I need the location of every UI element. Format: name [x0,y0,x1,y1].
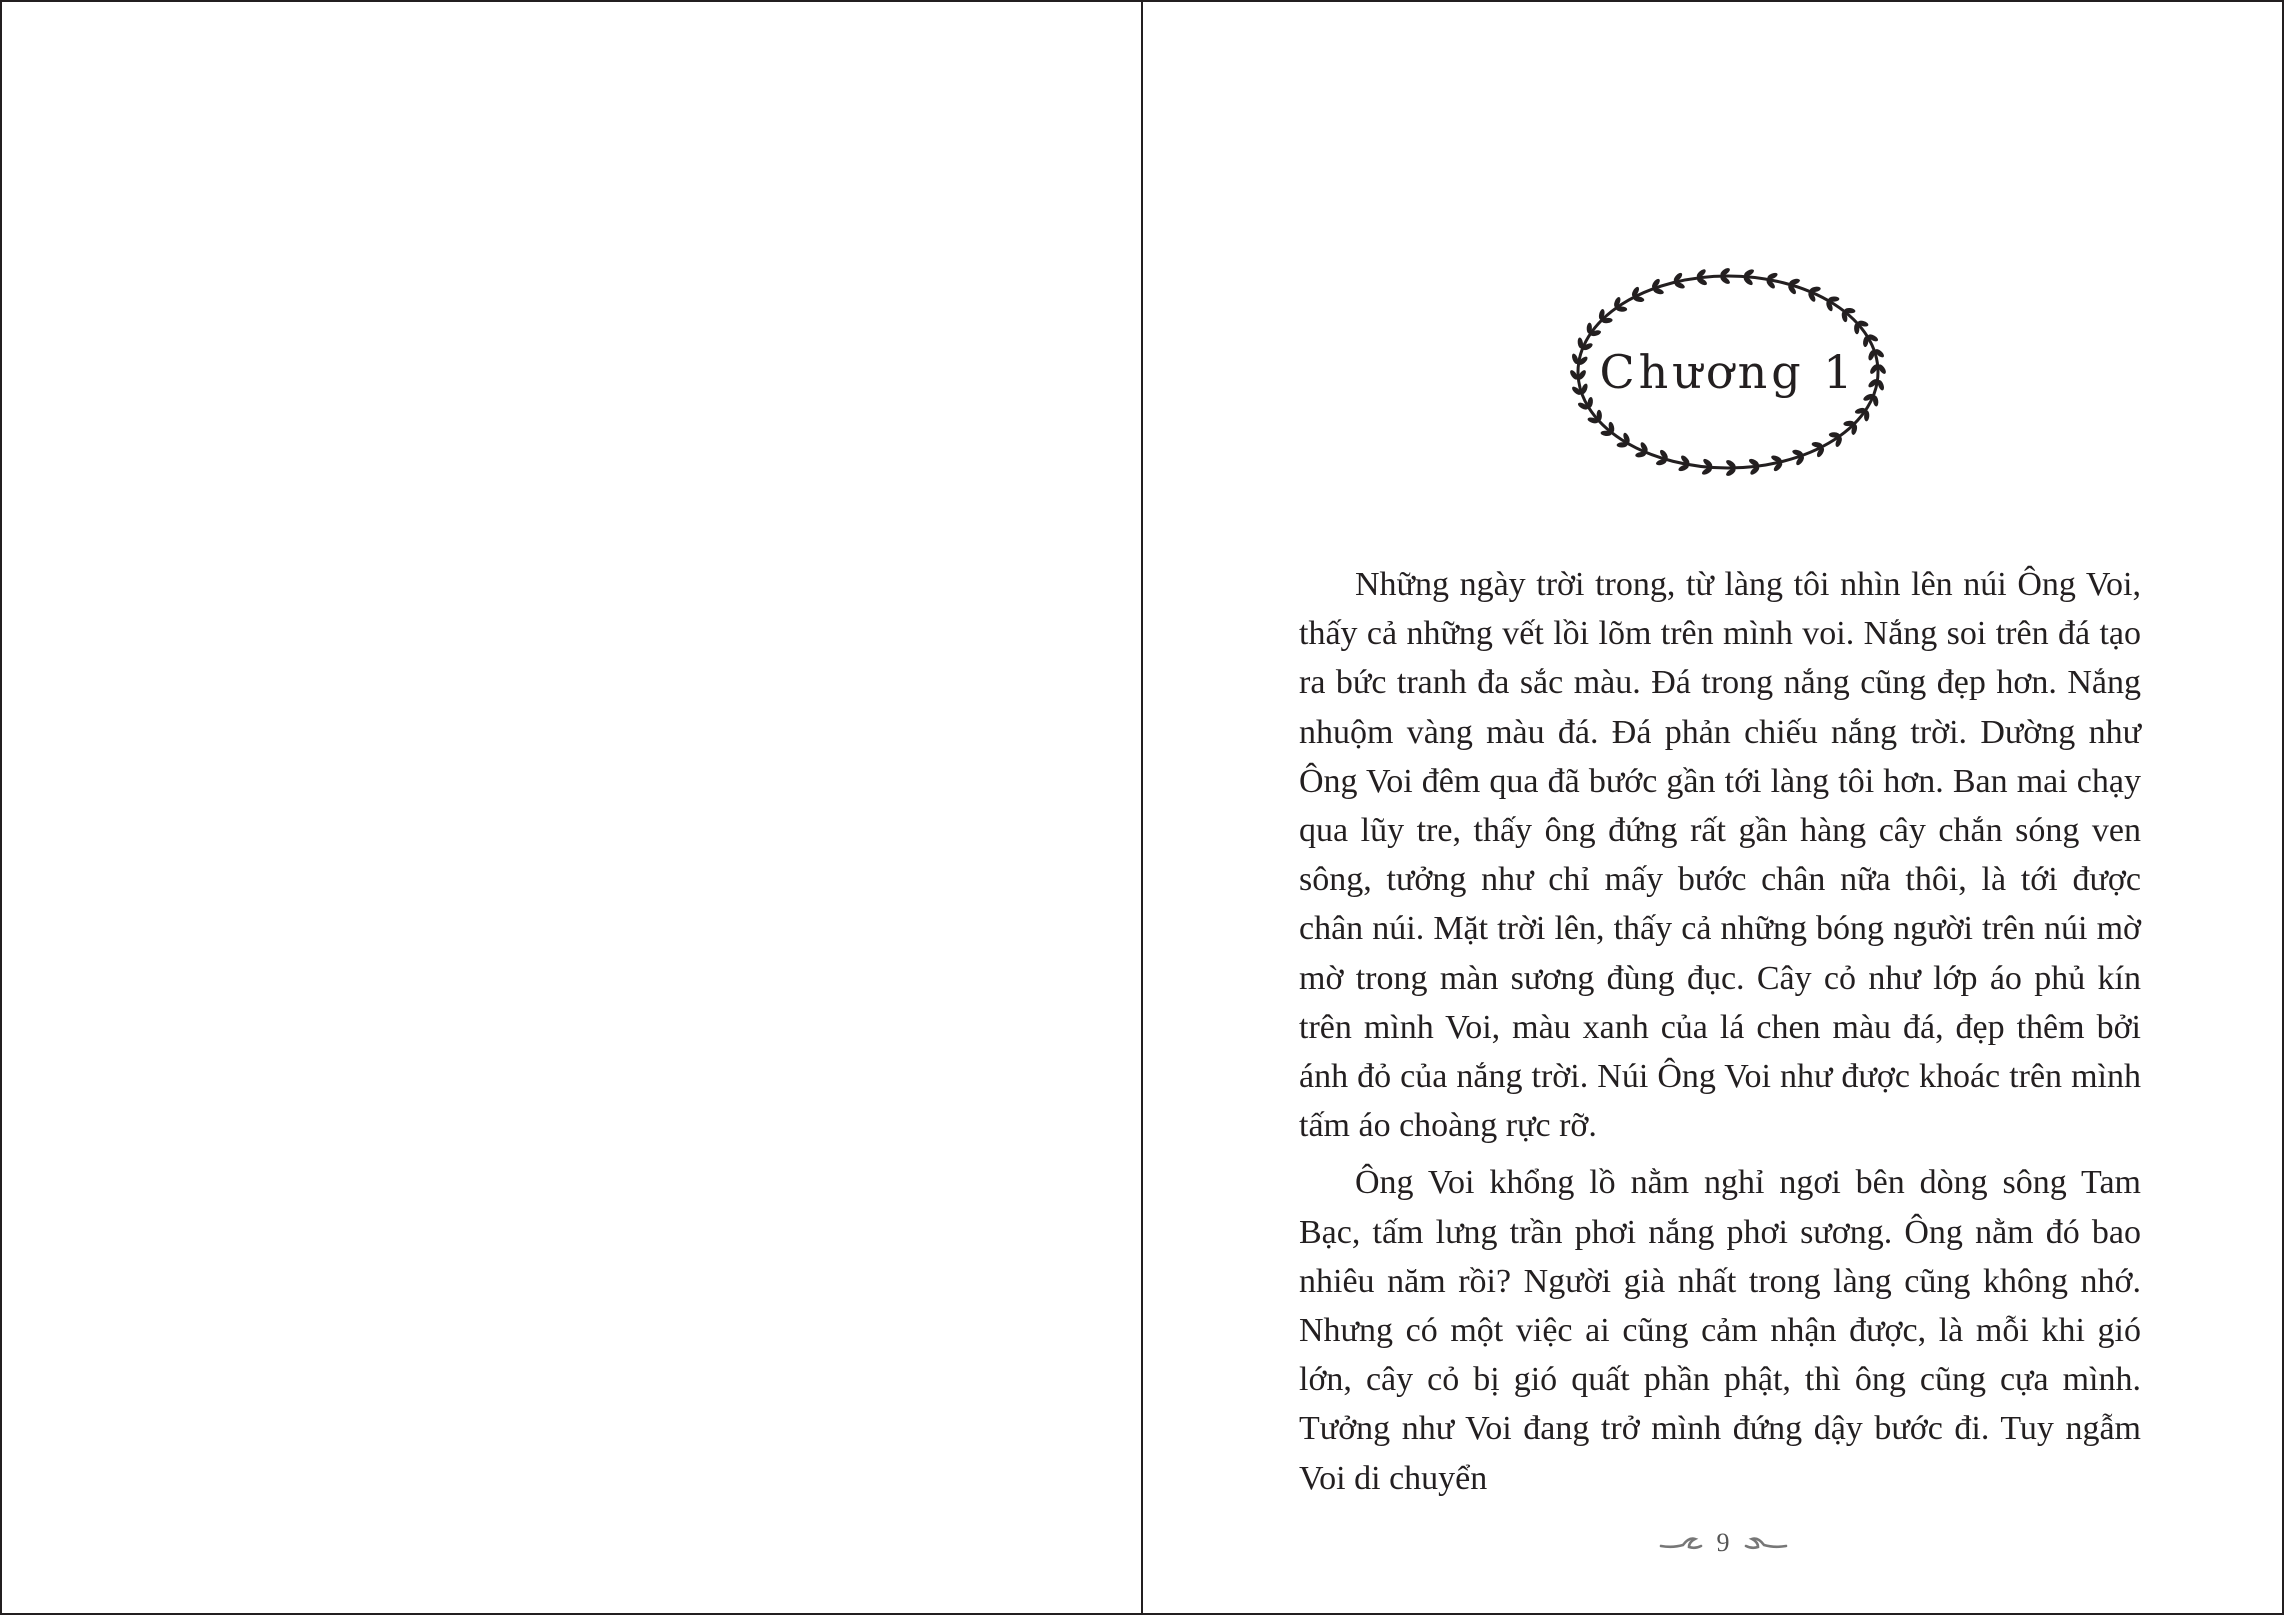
right-page [1143,0,2284,1615]
paragraph: Những ngày trời trong, từ làng tôi nhìn lên núi Ông Voi, thấy cả những vết lồi lõm trên mình voi. Nắng soi trên đá tạo ra bức tranh đa sắc màu. Đá trong nắng cũng đẹp hơn. Nắng nhuộm vàng màu đá. Đá phản chiếu nắng trời. Dường như Ông Voi đêm qua đã bước gần tới làng tôi hơn. Ban mai chạy qua lũy tre, thấy ông đứng rất gần hàng cây chắn sóng ven sông, tưởng như chỉ mấy bước chân nữa thôi, là tới được chân núi. Mặt trời lên, thấy cả những bóng người trên núi mờ mờ trong màn sương đùng đục. Cây cỏ như lớp áo phủ kín trên mình Voi, màu xanh của lá chen màu đá, đẹp thêm bởi ánh đỏ của nắng trời. Núi Ông Voi như được khoác trên mình tấm áo choàng rực rỡ. [1299,566,2141,1145]
body-text [1299,560,2141,1511]
left-page-blank [0,0,1141,1615]
chapter-title: Chương 1 [1599,345,1857,399]
flourish-left-icon [1659,1533,1703,1553]
page-number: 9 [1716,1528,1730,1557]
paragraph: Ông Voi khổng lồ nằm nghỉ ngơi bên dòng sông Tam Bạc, tấm lưng trần phơi nắng phơi sương. Ông nằm đó bao nhiêu năm rồi? Người già nhất trong làng cũng không nhớ. Nhưng có một việc ai cũng cảm nhận được, là mỗi khi gió lớn, cây cỏ bị gió quất phần phật, thì ông cũng cựa mình. Tưởng như Voi đang trở mình đứng dậy bước đi. Tuy ngẫm Voi di chuyển [1299,1164,2141,1497]
flourish-right-icon [1744,1533,1788,1553]
page-folio [1623,1526,1823,1560]
